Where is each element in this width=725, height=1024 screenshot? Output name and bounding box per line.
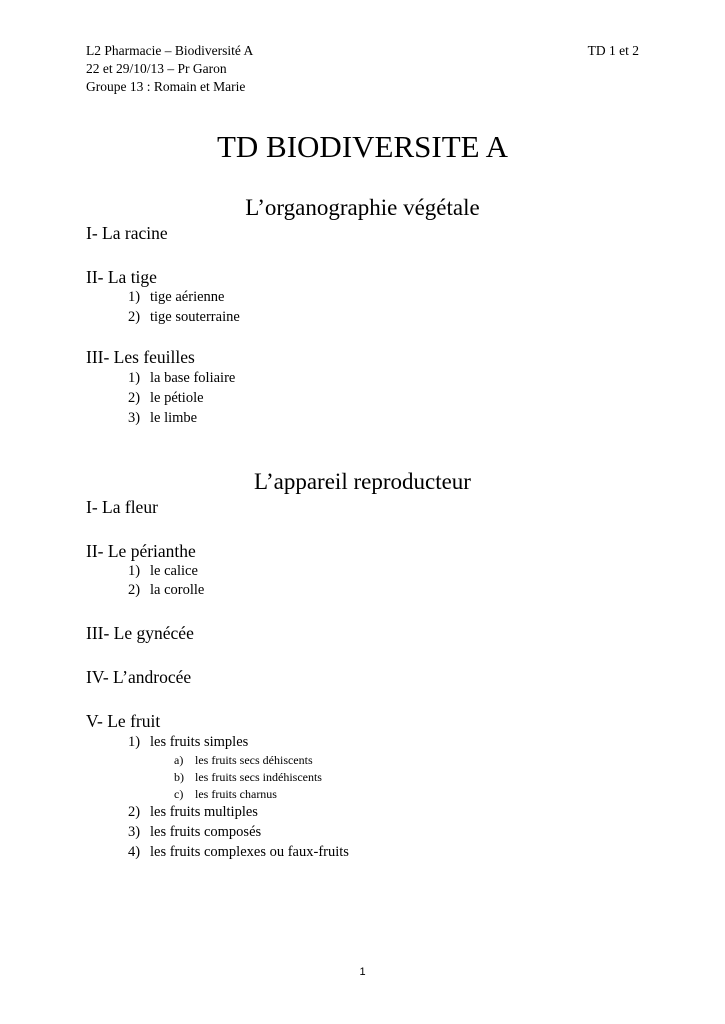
section-heading: V- Le fruit [86, 711, 161, 731]
part2-heading: L’appareil reproducteur [254, 469, 471, 494]
list-item-number: 2) [128, 309, 141, 325]
list-item-number: 1) [128, 289, 141, 305]
header-course: L2 Pharmacie – Biodiversité A [86, 43, 254, 58]
section-heading: IV- L’androcée [86, 667, 192, 687]
list-item-text: tige souterraine [150, 309, 240, 325]
list-item-number: 1) [128, 734, 141, 750]
list-item-number: 1) [128, 370, 141, 386]
page-number: 1 [359, 966, 366, 978]
page-title: TD BIODIVERSITE A [216, 129, 509, 164]
list-item-number: 4) [128, 844, 141, 860]
list-item-text: la base foliaire [150, 370, 236, 386]
header-dates: 22 et 29/10/13 – Pr Garon [86, 61, 227, 76]
sub-list-item-text: les fruits charnus [195, 787, 277, 801]
list-item-number: 3) [128, 410, 141, 426]
list-item-text: tige aérienne [150, 289, 225, 305]
list-item-text: la corolle [150, 582, 205, 598]
sub-list-item-letter: c) [174, 787, 184, 801]
section-heading: I- La racine [86, 223, 168, 243]
list-item-text: le calice [150, 563, 198, 579]
header-td-number: TD 1 et 2 [587, 43, 639, 58]
part1-heading: L’organographie végétale [245, 195, 480, 220]
list-item-number: 2) [128, 582, 141, 598]
list-item-text: les fruits complexes ou faux-fruits [150, 844, 349, 860]
section-heading: I- La fleur [86, 497, 158, 517]
sub-list-item-text: les fruits secs indéhiscents [195, 770, 322, 784]
sub-list-item-text: les fruits secs déhiscents [195, 753, 313, 767]
section-heading: III- Les feuilles [86, 347, 195, 367]
section-heading: III- Le gynécée [86, 623, 194, 643]
sub-list-item-letter: a) [174, 753, 184, 767]
header-group: Groupe 13 : Romain et Marie [86, 79, 246, 94]
sub-list-item-letter: b) [174, 770, 184, 784]
list-item-number: 1) [128, 563, 141, 579]
list-item-text: les fruits composés [150, 824, 262, 840]
section-heading: II- La tige [86, 267, 157, 287]
list-item-number: 3) [128, 824, 141, 840]
section-heading: II- Le périanthe [86, 541, 196, 561]
list-item-text: les fruits multiples [150, 804, 258, 820]
list-item-text: les fruits simples [150, 734, 249, 750]
list-item-number: 2) [128, 804, 141, 820]
list-item-text: le pétiole [150, 390, 204, 406]
list-item-text: le limbe [150, 410, 198, 426]
list-item-number: 2) [128, 390, 141, 406]
